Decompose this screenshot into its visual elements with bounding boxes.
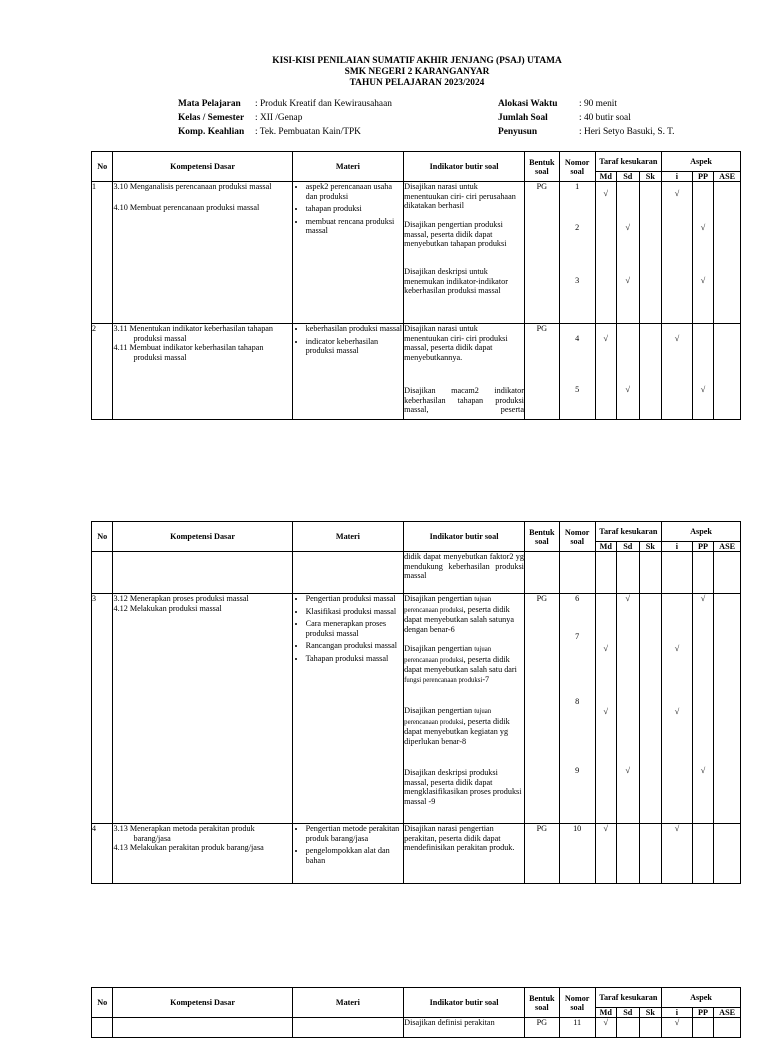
materi-item: • Rancangan produksi massal bbox=[306, 641, 404, 651]
sk-cell bbox=[639, 824, 662, 884]
sd-cell bbox=[617, 594, 640, 824]
i-cell bbox=[662, 594, 693, 824]
sd-cell bbox=[617, 824, 640, 884]
komp-value: : Tek. Pembuatan Kain/TPK bbox=[255, 127, 361, 137]
bentuk-soal: PG bbox=[524, 824, 559, 884]
komp-label: Komp. Keahlian bbox=[178, 127, 245, 137]
materi-cell bbox=[292, 182, 404, 324]
indikator-item: Disajikan macam2 indikator keberhasilan tahapan produksi massal, peserta bbox=[404, 386, 524, 415]
kisi-kisi-table-3 bbox=[91, 987, 741, 1038]
header-taraf: Taraf kesukaran bbox=[595, 522, 662, 542]
kompetensi-dasar-cell bbox=[113, 552, 292, 594]
indikator-item: Disajikan deskripsi untuk menemukan indikator-indikator keberhasilan produksi massal bbox=[404, 267, 508, 296]
materi-item: • keberhasilan produksi massal bbox=[306, 324, 404, 334]
header-materi: Materi bbox=[292, 988, 404, 1018]
indikator-item: didik dapat menyebutkan faktor2 yg mendukung keberhasilan produksi massal bbox=[404, 552, 524, 581]
kd-item: 3.12 Menerapkan proses produksi massal bbox=[113, 594, 249, 603]
pp-cell bbox=[692, 824, 713, 884]
header-sd: Sd bbox=[617, 172, 640, 182]
header-ase: ASE bbox=[714, 542, 741, 552]
header-materi: Materi bbox=[292, 522, 404, 552]
kisi-kisi-table-2 bbox=[91, 521, 741, 884]
row-number: 2 bbox=[92, 324, 113, 420]
bentuk-soal: PG bbox=[524, 594, 559, 824]
meta-right bbox=[498, 97, 674, 139]
header-indikator: Indikator butir soal bbox=[404, 152, 525, 182]
mapel-value: : Produk Kreatif dan Kewirausahaan bbox=[255, 99, 392, 109]
kd-item: 4.12 Melakukan produksi massal bbox=[113, 603, 222, 613]
check-mark: √ bbox=[674, 334, 680, 343]
header-nomor: Nomor soal bbox=[559, 152, 595, 182]
header-nomor: Nomor soal bbox=[559, 522, 595, 552]
indikator-item: Disajikan deskripsi produksi massal, peserta didik dapat mengklasifikasikan proses produksi massal -9 bbox=[404, 768, 522, 806]
ase-cell bbox=[714, 324, 741, 420]
pp-cell bbox=[692, 552, 713, 594]
kelas-value: : XII /Genap bbox=[255, 113, 303, 123]
kisi-kisi-table-1 bbox=[91, 151, 741, 420]
jumlah-value: : 40 butir soal bbox=[579, 113, 631, 123]
bentuk-soal: PG bbox=[524, 1018, 559, 1038]
indikator-cell bbox=[404, 1018, 525, 1038]
indikator-item: Disajikan definisi perakitan bbox=[404, 1018, 495, 1027]
header-ase: ASE bbox=[714, 1008, 741, 1018]
kd-item: 4.13 Melakukan perakitan produk barang/jasa bbox=[113, 843, 264, 853]
kompetensi-dasar-cell bbox=[113, 324, 292, 420]
header-kd: Kompetensi Dasar bbox=[113, 988, 292, 1018]
check-mark: √ bbox=[625, 385, 631, 394]
penyusun-label: Penyusun bbox=[498, 127, 538, 137]
alokasi-label: Alokasi Waktu bbox=[498, 99, 558, 109]
check-mark: √ bbox=[625, 594, 631, 603]
header-pp: PP bbox=[692, 542, 713, 552]
indikator-cell bbox=[404, 324, 525, 420]
nomor-soal: 4 bbox=[575, 334, 580, 343]
indikator-item: Disajikan pengertian produksi massal, peserta didik dapat menyebutkan tahapan produksi bbox=[404, 220, 507, 249]
check-mark: √ bbox=[603, 189, 609, 198]
header-pp: PP bbox=[692, 1008, 713, 1018]
materi-item: • tahapan produksi bbox=[306, 204, 404, 214]
document-title-line-1: KISI-KISI PENILAIAN SUMATIF AKHIR JENJANG (PSAJ) UTAMA bbox=[272, 56, 562, 66]
check-mark: √ bbox=[700, 276, 706, 285]
kelas-label: Kelas / Semester bbox=[178, 113, 245, 123]
check-mark: √ bbox=[674, 1018, 680, 1027]
check-mark: √ bbox=[674, 824, 680, 833]
kompetensi-dasar-cell bbox=[113, 182, 292, 324]
header-sk: Sk bbox=[639, 1008, 662, 1018]
nomor-soal: 3 bbox=[575, 276, 580, 285]
check-mark: √ bbox=[603, 707, 609, 716]
mapel-label: Mata Pelajaran bbox=[178, 99, 241, 109]
indikator-item: Disajikan narasi pengertian perakitan, peserta didik dapat mendefinisikan perakitan produk. bbox=[404, 824, 515, 853]
md-cell bbox=[595, 324, 616, 420]
header-sd: Sd bbox=[617, 542, 640, 552]
jumlah-label: Jumlah Soal bbox=[498, 113, 548, 123]
penyusun-value: : Heri Setyo Basuki, S. T. bbox=[579, 127, 675, 137]
md-cell bbox=[595, 594, 616, 824]
indikator-item: Disajikan narasi untuk menentuukan ciri- ciri produksi massal, peserta didik dapat menyebutkannya. bbox=[404, 324, 508, 362]
header-no: No bbox=[92, 152, 113, 182]
materi-item: • aspek2 perencanaan usaha dan produksi bbox=[306, 182, 404, 201]
check-mark: √ bbox=[674, 707, 680, 716]
kd-item: 3.13 Menerapkan metoda perakitan produk barang/jasa bbox=[113, 824, 255, 843]
i-cell bbox=[662, 1018, 693, 1038]
header-taraf: Taraf kesukaran bbox=[595, 988, 662, 1008]
check-mark: √ bbox=[603, 1018, 609, 1027]
header-indikator: Indikator butir soal bbox=[404, 522, 525, 552]
table-row bbox=[92, 324, 741, 420]
header-md: Md bbox=[595, 542, 616, 552]
indikator-item: Disajikan pengertian tujuan perencanaan produksi, peserta didik dapat menyebutkan salah satunya dengan benar-6 bbox=[404, 594, 514, 634]
header-sk: Sk bbox=[639, 542, 662, 552]
header-bentuk: Bentuk soal bbox=[524, 988, 559, 1018]
document-title-line-3: TAHUN PELAJARAN 2023/2024 bbox=[349, 78, 485, 88]
materi-item: • Cara menerapkan proses produksi massal bbox=[306, 619, 404, 638]
kompetensi-dasar-cell bbox=[113, 1018, 292, 1038]
check-mark: √ bbox=[603, 334, 609, 343]
header-materi: Materi bbox=[292, 152, 404, 182]
sd-cell bbox=[617, 552, 640, 594]
bentuk-soal: PG bbox=[524, 182, 559, 324]
document-title-line-2: SMK NEGERI 2 KARANGANYAR bbox=[344, 67, 490, 77]
nomor-soal-cell bbox=[559, 324, 595, 420]
pp-cell bbox=[692, 594, 713, 824]
header-i: i bbox=[662, 172, 693, 182]
nomor-soal: 1 bbox=[575, 182, 580, 191]
row-number bbox=[92, 1018, 113, 1038]
sd-cell bbox=[617, 1018, 640, 1038]
header-bentuk: Bentuk soal bbox=[524, 152, 559, 182]
header-aspek: Aspek bbox=[662, 988, 741, 1008]
sd-cell bbox=[617, 182, 640, 324]
ase-cell bbox=[714, 182, 741, 324]
materi-cell bbox=[292, 552, 404, 594]
indikator-cell bbox=[404, 552, 525, 594]
table-row bbox=[92, 824, 741, 884]
i-cell bbox=[662, 824, 693, 884]
indikator-cell bbox=[404, 182, 525, 324]
header-i: i bbox=[662, 1008, 693, 1018]
sk-cell bbox=[639, 552, 662, 594]
kd-item: 4.11 Membuat indikator keberhasilan tahapan produksi massal bbox=[113, 343, 264, 362]
pp-cell bbox=[692, 1018, 713, 1038]
materi-item: • Pengertian produksi massal bbox=[306, 594, 404, 604]
check-mark: √ bbox=[700, 594, 706, 603]
nomor-soal-cell bbox=[559, 594, 595, 824]
check-mark: √ bbox=[674, 189, 680, 198]
md-cell bbox=[595, 824, 616, 884]
kd-item: 3.11 Menentukan indikator keberhasilan tahapan produksi massal bbox=[113, 324, 274, 343]
meta-left bbox=[178, 97, 392, 139]
kd-item: 4.10 Membuat perencanaan produksi massal bbox=[113, 202, 260, 212]
kd-item: 3.10 Menganalisis perencanaan produksi massal bbox=[113, 182, 272, 191]
header-kd: Kompetensi Dasar bbox=[113, 522, 292, 552]
bentuk-soal bbox=[524, 552, 559, 594]
ase-cell bbox=[714, 594, 741, 824]
header-no: No bbox=[92, 988, 113, 1018]
header-md: Md bbox=[595, 172, 616, 182]
check-mark: √ bbox=[603, 644, 609, 653]
materi-cell bbox=[292, 1018, 404, 1038]
md-cell bbox=[595, 1018, 616, 1038]
row-number bbox=[92, 552, 113, 594]
table-row bbox=[92, 552, 741, 594]
materi-item: • Tahapan produksi massal bbox=[306, 654, 404, 664]
sk-cell bbox=[639, 1018, 662, 1038]
nomor-soal-cell bbox=[559, 552, 595, 594]
header-md: Md bbox=[595, 1008, 616, 1018]
header-pp: PP bbox=[692, 172, 713, 182]
materi-item: • indicator keberhasilan produksi massal bbox=[306, 337, 404, 356]
nomor-soal: 6 bbox=[575, 594, 580, 603]
indikator-item: Disajikan narasi untuk menentuukan ciri- ciri perusahaan dikatakan berhasil bbox=[404, 182, 516, 211]
sk-cell bbox=[639, 324, 662, 420]
header-sd: Sd bbox=[617, 1008, 640, 1018]
indikator-cell bbox=[404, 594, 525, 824]
i-cell bbox=[662, 552, 693, 594]
kompetensi-dasar-cell bbox=[113, 594, 292, 824]
materi-cell bbox=[292, 594, 404, 824]
materi-item: • membuat rencana produksi massal bbox=[306, 217, 404, 236]
header-nomor: Nomor soal bbox=[559, 988, 595, 1018]
indikator-item: Disajikan pengertian tujuan perencanaan produksi, peserta didik dapat menyebutkan kegiatan yg diperlukan benar-8 bbox=[404, 706, 510, 746]
nomor-soal: 10 bbox=[559, 824, 595, 884]
indikator-item: Disajikan pengertian tujuan perencanaan produksi, peserta didik dapat menyebutkan salah satu dari fungsi perencanaan produksi-7 bbox=[404, 644, 517, 684]
header-kd: Kompetensi Dasar bbox=[113, 152, 292, 182]
row-number: 1 bbox=[92, 182, 113, 324]
check-mark: √ bbox=[674, 644, 680, 653]
header-i: i bbox=[662, 542, 693, 552]
sk-cell bbox=[639, 182, 662, 324]
kompetensi-dasar-cell bbox=[113, 824, 292, 884]
i-cell bbox=[662, 324, 693, 420]
ase-cell bbox=[714, 1018, 741, 1038]
materi-cell bbox=[292, 824, 404, 884]
alokasi-value: : 90 menit bbox=[579, 99, 618, 109]
check-mark: √ bbox=[700, 385, 706, 394]
i-cell bbox=[662, 182, 693, 324]
nomor-soal: 9 bbox=[575, 766, 580, 775]
header-no: No bbox=[92, 522, 113, 552]
header-ase: ASE bbox=[714, 172, 741, 182]
check-mark: √ bbox=[625, 766, 631, 775]
nomor-soal: 2 bbox=[575, 223, 580, 232]
table-row bbox=[92, 1018, 741, 1038]
header-aspek: Aspek bbox=[662, 522, 741, 542]
check-mark: √ bbox=[603, 824, 609, 833]
header-sk: Sk bbox=[639, 172, 662, 182]
nomor-soal: 7 bbox=[575, 632, 580, 641]
materi-item: • Pengertian metode perakitan produk barang/jasa bbox=[306, 824, 404, 843]
sk-cell bbox=[639, 594, 662, 824]
materi-cell bbox=[292, 324, 404, 420]
header-indikator: Indikator butir soal bbox=[404, 988, 525, 1018]
ase-cell bbox=[714, 824, 741, 884]
header-taraf: Taraf kesukaran bbox=[595, 152, 662, 172]
md-cell bbox=[595, 552, 616, 594]
nomor-soal: 5 bbox=[575, 385, 580, 394]
table-row bbox=[92, 182, 741, 324]
check-mark: √ bbox=[700, 223, 706, 232]
materi-item: • pengelompokkan alat dan bahan bbox=[306, 846, 404, 865]
header-aspek: Aspek bbox=[662, 152, 741, 172]
materi-item: • Klasifikasi produksi massal bbox=[306, 607, 404, 617]
bentuk-soal: PG bbox=[524, 324, 559, 420]
check-mark: √ bbox=[625, 276, 631, 285]
nomor-soal: 8 bbox=[575, 697, 580, 706]
indikator-cell bbox=[404, 824, 525, 884]
header-bentuk: Bentuk soal bbox=[524, 522, 559, 552]
ase-cell bbox=[714, 552, 741, 594]
pp-cell bbox=[692, 324, 713, 420]
sd-cell bbox=[617, 324, 640, 420]
row-number: 4 bbox=[92, 824, 113, 884]
pp-cell bbox=[692, 182, 713, 324]
nomor-soal-cell bbox=[559, 182, 595, 324]
row-number: 3 bbox=[92, 594, 113, 824]
check-mark: √ bbox=[625, 223, 631, 232]
table-row bbox=[92, 594, 741, 824]
md-cell bbox=[595, 182, 616, 324]
nomor-soal: 11 bbox=[559, 1018, 595, 1038]
check-mark: √ bbox=[700, 766, 706, 775]
